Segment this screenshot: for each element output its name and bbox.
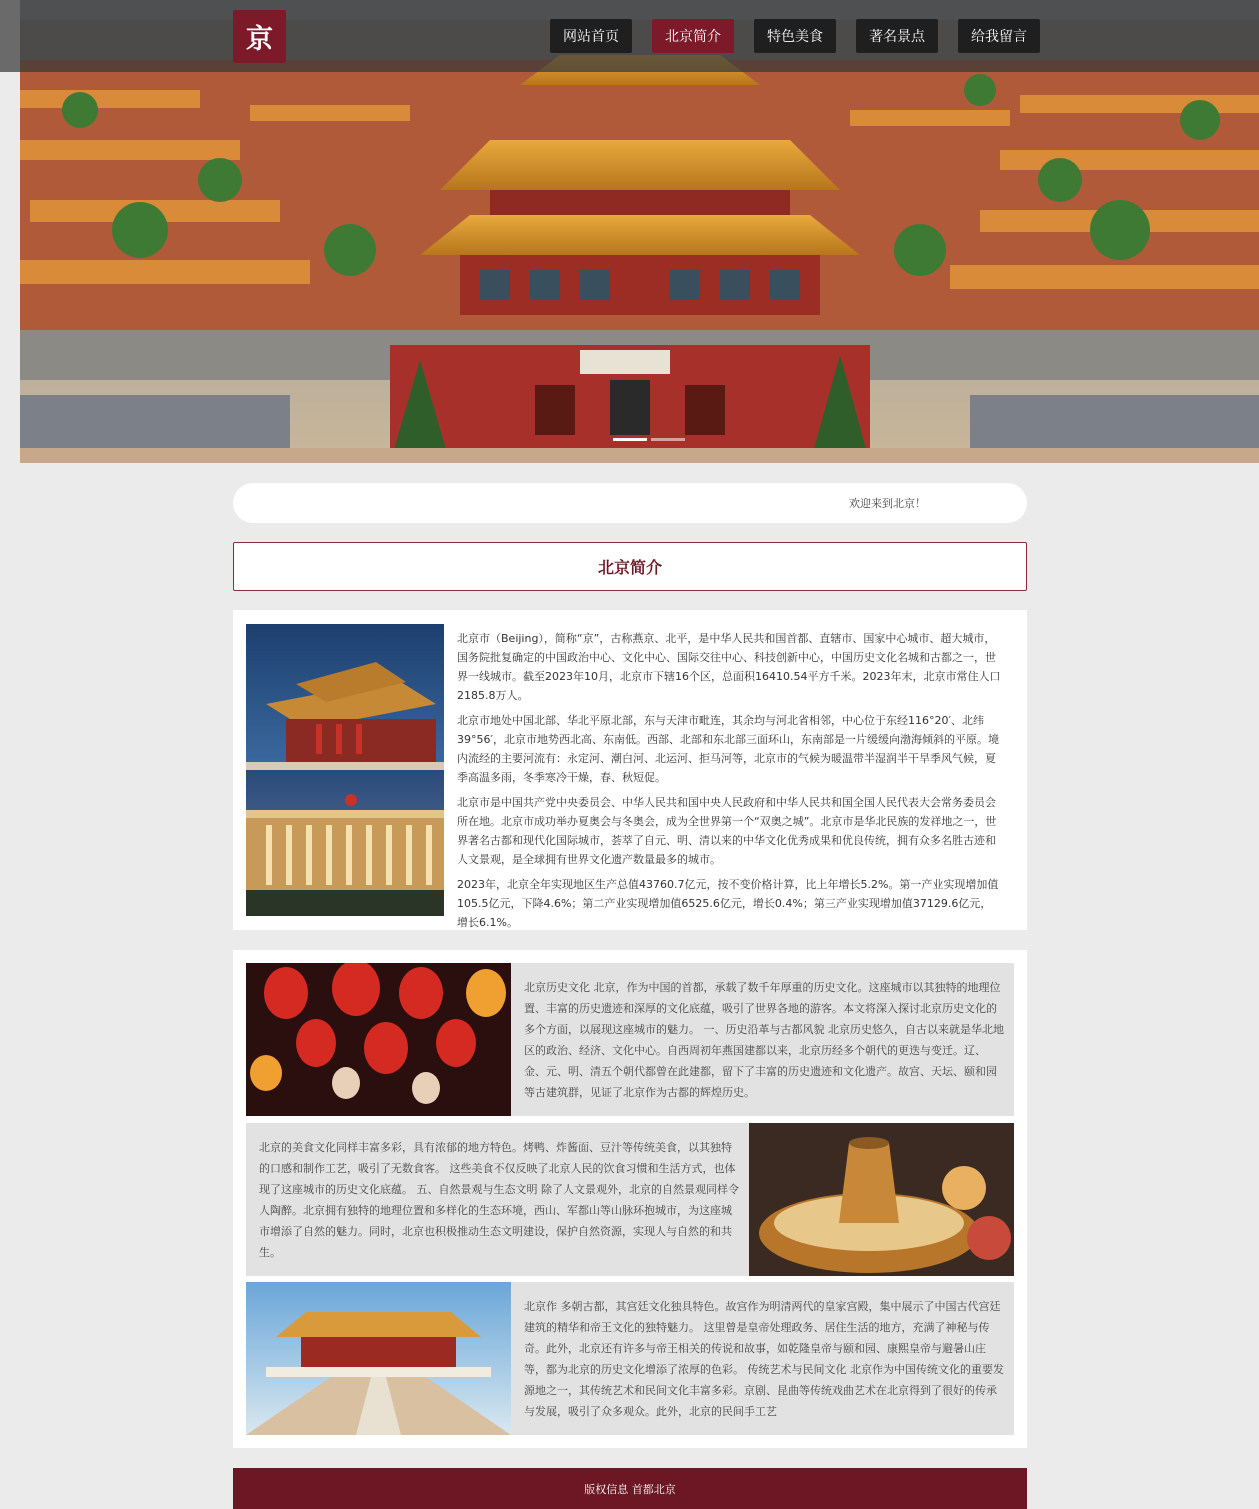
site-footer	[233, 1468, 1027, 1509]
copper-hotpot-photo	[749, 1123, 1014, 1276]
red-lanterns-photo	[246, 963, 511, 1116]
culture-text: 北京历史文化 北京，作为中国的首都，承载了数千年厚重的历史文化。这座城市以其独特的地理位置、丰富的历史遗迹和深厚的文化底蕴，吸引了世界各地的游客。本文将深入探讨北京历史文化的多个方面，以展现这座城市的魅力。 一、历史沿革与古都风貌 北京历史悠久，自古以来就是华北地区的政治、经济、文化中心。自西周初年燕国建都以来，北京历经多个朝代的更迭与变迁。辽、金、元、明、清五个朝代都曾在此建都，留下了丰富的历史遗迹和文化遗产。故宫、天坛、颐和园等古建筑群，见证了北京作为古都的辉煌历史。	[524, 981, 1004, 1099]
nav-home[interactable]: 网站首页	[550, 19, 632, 53]
banner-slider-dots	[613, 438, 685, 441]
culture-card	[233, 950, 1027, 1448]
nav-attractions[interactable]: 著名景点	[856, 19, 938, 53]
nav-intro[interactable]: 北京简介	[652, 19, 734, 53]
welcome-marquee	[233, 483, 1027, 523]
culture-row	[246, 1282, 1014, 1435]
intro-paragraph: 北京市是中国共产党中央委员会、中华人民共和国中央人民政府和中华人民共和国全国人民代表大会常务委员会所在地。北京市成功举办夏奥会与冬奥会，成为全世界第一个“双奥之城”。北京市是华北民族的发祥地之一，世界著名古都和现代化国际城市，荟萃了自元、明、清以来的中华文化优秀成果和优良传统，拥有众多名胜古迹和人文景观，是全球拥有世界文化遗产数量最多的城市。	[457, 796, 997, 866]
forbidden-city-hall-photo	[246, 624, 444, 770]
section-title: 北京简介	[233, 542, 1027, 591]
slider-dot[interactable]	[613, 438, 647, 441]
intro-paragraph: 2023年，北京全年实现地区生产总值43760.7亿元，按不变价格计算，比上年增长5.2%。第一产业实现增加值105.5亿元，下降4.6%；第二产业实现增加值6525.6亿元，增长0.4%；第三产业实现增加值37129.6亿元，增长6.1%。	[457, 878, 999, 929]
marquee-text: 欢迎来到北京！	[849, 497, 926, 510]
culture-row	[246, 963, 1014, 1116]
great-hall-night-photo	[246, 770, 444, 916]
site-logo[interactable]: 京	[233, 10, 286, 63]
site-header	[0, 0, 1259, 72]
culture-text: 北京的美食文化同样丰富多彩，具有浓郁的地方特色。烤鸭、炸酱面、豆汁等传统美食，以其独特的口感和制作工艺，吸引了无数食客。 这些美食不仅反映了北京人民的饮食习惯和生活方式，也体现了这座城市的历史文化底蕴。 五、自然景观与生态文明 除了人文景观外，北京的自然景观同样令人陶醉。北京拥有独特的地理位置和多样化的生态环境，西山、军都山等山脉环抱城市，为这座城市增添了自然的魅力。同时，北京也积极推动生态文明建设，保护自然资源，实现人与自然的和共生。	[259, 1141, 739, 1259]
intro-card	[233, 610, 1027, 930]
slider-dot[interactable]	[651, 438, 685, 441]
intro-paragraph: 北京市（Beijing），简称“京”，古称燕京、北平，是中华人民共和国首都、直辖市、国家中心城市、超大城市，国务院批复确定的中国政治中心、文化中心、国际交往中心、科技创新中心，中国历史文化名城和古都之一，世界一线城市。截至2023年10月，北京市下辖16个区，总面积16410.54平方千米。2023年末，北京市常住人口2185.8万人。	[457, 632, 1001, 702]
nav-food[interactable]: 特色美食	[754, 19, 836, 53]
culture-row	[246, 1123, 1014, 1276]
culture-text: 北京作 多朝古都，其宫廷文化独具特色。故宫作为明清两代的皇家宫殿，集中展示了中国古代宫廷建筑的精华和帝王文化的独特魅力。 这里曾是皇帝处理政务、居住生活的地方，充满了神秘与传奇。此外，北京还有许多与帝王相关的传说和故事，如乾隆皇帝与颐和园、康熙皇帝与避暑山庄等，都为北京的历史文化增添了浓厚的色彩。 传统艺术与民间文化 北京作为中国传统文化的重要发源地之一，其传统艺术和民间文化丰富多彩。京剧、昆曲等传统戏曲艺术在北京得到了很好的传承与发展，吸引了众多观众。此外，北京的民间手工艺	[524, 1300, 1004, 1418]
palace-hall-photo	[246, 1282, 511, 1435]
footer-text: 版权信息 首都北京	[584, 1482, 676, 1496]
nav-guestbook[interactable]: 给我留言	[958, 19, 1040, 53]
main-nav	[550, 19, 1040, 53]
intro-text	[457, 629, 1002, 938]
intro-paragraph: 北京市地处中国北部、华北平原北部，东与天津市毗连，其余均与河北省相邻，中心位于东经116°20′、北纬39°56′，北京市地势西北高、东南低。西部、北部和东北部三面环山，东南部是一片缓缓向渤海倾斜的平原。境内流经的主要河流有：永定河、潮白河、北运河、拒马河等，北京市的气候为暖温带半湿润半干旱季风气候，夏季高温多雨，冬季寒冷干燥，春、秋短促。	[457, 714, 999, 784]
